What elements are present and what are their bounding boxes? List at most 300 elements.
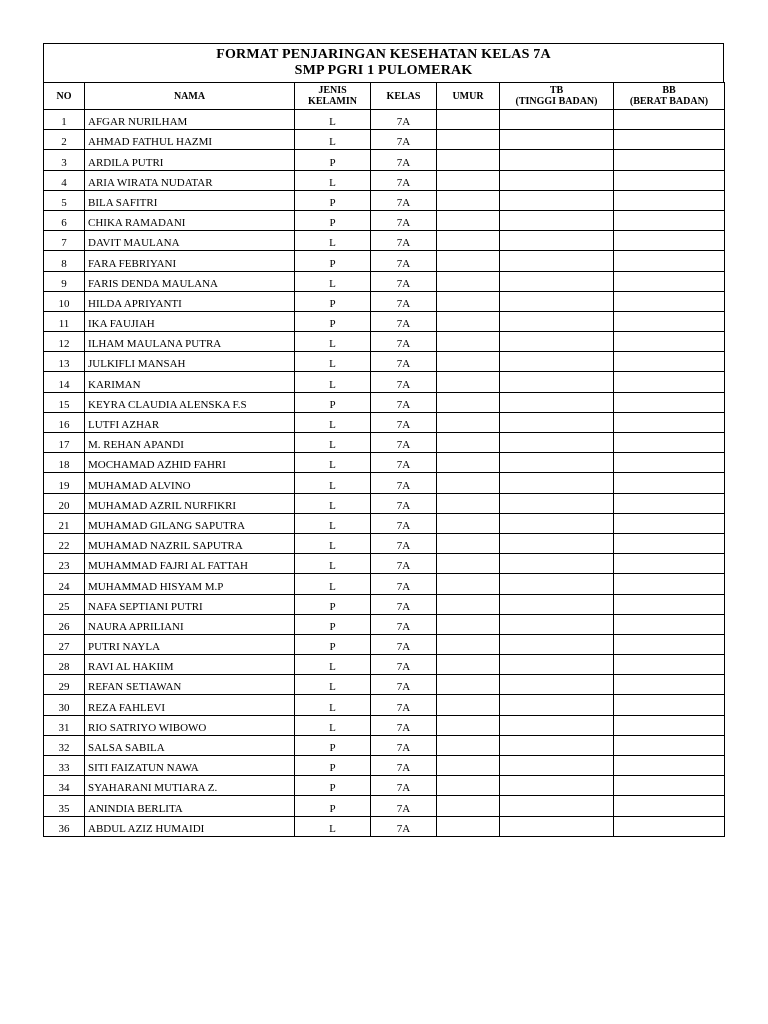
cell-kelas: 7A bbox=[371, 756, 437, 776]
table-row bbox=[44, 473, 725, 493]
table-row bbox=[44, 170, 725, 190]
cell-kelas: 7A bbox=[371, 453, 437, 473]
cell-kelas: 7A bbox=[371, 231, 437, 251]
cell-umur bbox=[437, 776, 500, 796]
cell-jenis-kelamin: P bbox=[295, 735, 371, 755]
cell-tb bbox=[500, 816, 614, 836]
cell-umur bbox=[437, 110, 500, 130]
cell-jenis-kelamin: L bbox=[295, 493, 371, 513]
cell-jenis-kelamin: L bbox=[295, 513, 371, 533]
cell-no: 19 bbox=[44, 473, 85, 493]
cell-nama: ABDUL AZIZ HUMAIDI bbox=[85, 816, 295, 836]
table-row bbox=[44, 231, 725, 251]
cell-umur bbox=[437, 271, 500, 291]
cell-kelas: 7A bbox=[371, 554, 437, 574]
cell-umur bbox=[437, 332, 500, 352]
cell-no: 24 bbox=[44, 574, 85, 594]
cell-nama: SITI FAIZATUN NAWA bbox=[85, 756, 295, 776]
cell-bb bbox=[614, 110, 725, 130]
cell-no: 28 bbox=[44, 655, 85, 675]
cell-tb bbox=[500, 110, 614, 130]
cell-kelas: 7A bbox=[371, 634, 437, 654]
cell-bb bbox=[614, 513, 725, 533]
table-row bbox=[44, 291, 725, 311]
cell-no: 10 bbox=[44, 291, 85, 311]
header-jk-line-1: JENIS bbox=[318, 85, 347, 96]
cell-nama: ANINDIA BERLITA bbox=[85, 796, 295, 816]
cell-tb bbox=[500, 655, 614, 675]
cell-jenis-kelamin: L bbox=[295, 271, 371, 291]
cell-tb bbox=[500, 332, 614, 352]
cell-jenis-kelamin: P bbox=[295, 311, 371, 331]
cell-jenis-kelamin: L bbox=[295, 130, 371, 150]
cell-bb bbox=[614, 533, 725, 553]
cell-kelas: 7A bbox=[371, 533, 437, 553]
cell-nama: LUTFI AZHAR bbox=[85, 412, 295, 432]
header-bb-line-2: (BERAT BADAN) bbox=[629, 96, 709, 107]
header-kelas: KELAS bbox=[371, 83, 437, 110]
cell-jenis-kelamin: L bbox=[295, 332, 371, 352]
table-row bbox=[44, 332, 725, 352]
header-tb bbox=[500, 83, 614, 110]
cell-kelas: 7A bbox=[371, 695, 437, 715]
cell-jenis-kelamin: L bbox=[295, 695, 371, 715]
cell-bb bbox=[614, 594, 725, 614]
cell-umur bbox=[437, 392, 500, 412]
cell-kelas: 7A bbox=[371, 412, 437, 432]
cell-bb bbox=[614, 412, 725, 432]
cell-bb bbox=[614, 170, 725, 190]
cell-nama: MUHAMMAD HISYAM M.P bbox=[85, 574, 295, 594]
cell-umur bbox=[437, 594, 500, 614]
cell-kelas: 7A bbox=[371, 150, 437, 170]
table-row bbox=[44, 756, 725, 776]
cell-jenis-kelamin: L bbox=[295, 412, 371, 432]
cell-no: 4 bbox=[44, 170, 85, 190]
cell-tb bbox=[500, 756, 614, 776]
cell-jenis-kelamin: P bbox=[295, 150, 371, 170]
cell-bb bbox=[614, 332, 725, 352]
cell-kelas: 7A bbox=[371, 210, 437, 230]
cell-tb bbox=[500, 513, 614, 533]
cell-no: 20 bbox=[44, 493, 85, 513]
cell-tb bbox=[500, 634, 614, 654]
cell-umur bbox=[437, 150, 500, 170]
cell-tb bbox=[500, 190, 614, 210]
table-header-row bbox=[44, 83, 725, 110]
cell-umur bbox=[437, 735, 500, 755]
cell-nama: NAURA APRILIANI bbox=[85, 614, 295, 634]
cell-nama: KARIMAN bbox=[85, 372, 295, 392]
cell-nama: MUHAMAD ALVINO bbox=[85, 473, 295, 493]
cell-tb bbox=[500, 776, 614, 796]
cell-no: 3 bbox=[44, 150, 85, 170]
cell-no: 16 bbox=[44, 412, 85, 432]
table-row bbox=[44, 150, 725, 170]
cell-tb bbox=[500, 291, 614, 311]
table-row bbox=[44, 130, 725, 150]
cell-bb bbox=[614, 271, 725, 291]
table-row bbox=[44, 433, 725, 453]
cell-umur bbox=[437, 675, 500, 695]
cell-no: 8 bbox=[44, 251, 85, 271]
table-row bbox=[44, 634, 725, 654]
cell-bb bbox=[614, 554, 725, 574]
cell-bb bbox=[614, 150, 725, 170]
cell-umur bbox=[437, 715, 500, 735]
cell-kelas: 7A bbox=[371, 110, 437, 130]
table-row bbox=[44, 735, 725, 755]
cell-nama: ARIA WIRATA NUDATAR bbox=[85, 170, 295, 190]
header-tb-line-1: TB bbox=[549, 85, 564, 96]
cell-nama: SYAHARANI MUTIARA Z. bbox=[85, 776, 295, 796]
cell-umur bbox=[437, 170, 500, 190]
cell-kelas: 7A bbox=[371, 614, 437, 634]
cell-kelas: 7A bbox=[371, 796, 437, 816]
cell-umur bbox=[437, 634, 500, 654]
cell-bb bbox=[614, 655, 725, 675]
table-row bbox=[44, 816, 725, 836]
student-table bbox=[43, 82, 725, 837]
cell-nama: BILA SAFITRI bbox=[85, 190, 295, 210]
cell-tb bbox=[500, 533, 614, 553]
table-row bbox=[44, 412, 725, 432]
cell-kelas: 7A bbox=[371, 271, 437, 291]
cell-bb bbox=[614, 372, 725, 392]
cell-tb bbox=[500, 614, 614, 634]
cell-umur bbox=[437, 513, 500, 533]
cell-nama: RIO SATRIYO WIBOWO bbox=[85, 715, 295, 735]
table-row bbox=[44, 251, 725, 271]
cell-bb bbox=[614, 311, 725, 331]
cell-nama: MUHAMMAD FAJRI AL FATTAH bbox=[85, 554, 295, 574]
table-row bbox=[44, 594, 725, 614]
table-row bbox=[44, 574, 725, 594]
cell-tb bbox=[500, 453, 614, 473]
cell-bb bbox=[614, 634, 725, 654]
cell-jenis-kelamin: P bbox=[295, 392, 371, 412]
cell-kelas: 7A bbox=[371, 715, 437, 735]
cell-jenis-kelamin: L bbox=[295, 170, 371, 190]
header-no: NO bbox=[44, 83, 85, 110]
cell-tb bbox=[500, 493, 614, 513]
table-row bbox=[44, 311, 725, 331]
cell-bb bbox=[614, 130, 725, 150]
cell-tb bbox=[500, 392, 614, 412]
cell-bb bbox=[614, 796, 725, 816]
cell-tb bbox=[500, 796, 614, 816]
cell-nama: ARDILA PUTRI bbox=[85, 150, 295, 170]
table-row bbox=[44, 715, 725, 735]
cell-no: 22 bbox=[44, 533, 85, 553]
form-title-line-2: SMP PGRI 1 PULOMERAK bbox=[294, 63, 473, 78]
cell-no: 13 bbox=[44, 352, 85, 372]
cell-umur bbox=[437, 231, 500, 251]
cell-umur bbox=[437, 453, 500, 473]
cell-nama: FARA FEBRIYANI bbox=[85, 251, 295, 271]
cell-tb bbox=[500, 271, 614, 291]
header-tb-line-2: (TINGGI BADAN) bbox=[515, 96, 598, 107]
cell-umur bbox=[437, 130, 500, 150]
cell-no: 29 bbox=[44, 675, 85, 695]
table-row bbox=[44, 675, 725, 695]
cell-kelas: 7A bbox=[371, 332, 437, 352]
cell-umur bbox=[437, 412, 500, 432]
cell-bb bbox=[614, 735, 725, 755]
cell-bb bbox=[614, 493, 725, 513]
cell-bb bbox=[614, 695, 725, 715]
cell-umur bbox=[437, 554, 500, 574]
table-row bbox=[44, 372, 725, 392]
cell-jenis-kelamin: L bbox=[295, 574, 371, 594]
cell-no: 9 bbox=[44, 271, 85, 291]
cell-umur bbox=[437, 311, 500, 331]
cell-kelas: 7A bbox=[371, 251, 437, 271]
cell-no: 34 bbox=[44, 776, 85, 796]
cell-nama: NAFA SEPTIANI PUTRI bbox=[85, 594, 295, 614]
cell-no: 23 bbox=[44, 554, 85, 574]
cell-no: 1 bbox=[44, 110, 85, 130]
cell-no: 26 bbox=[44, 614, 85, 634]
cell-nama: IKA FAUJIAH bbox=[85, 311, 295, 331]
cell-tb bbox=[500, 715, 614, 735]
cell-nama: AFGAR NURILHAM bbox=[85, 110, 295, 130]
cell-kelas: 7A bbox=[371, 473, 437, 493]
header-nama: NAMA bbox=[85, 83, 295, 110]
cell-nama: RAVI AL HAKIIM bbox=[85, 655, 295, 675]
cell-no: 21 bbox=[44, 513, 85, 533]
cell-nama: JULKIFLI MANSAH bbox=[85, 352, 295, 372]
cell-no: 6 bbox=[44, 210, 85, 230]
cell-bb bbox=[614, 715, 725, 735]
cell-tb bbox=[500, 735, 614, 755]
cell-no: 11 bbox=[44, 311, 85, 331]
cell-bb bbox=[614, 614, 725, 634]
cell-kelas: 7A bbox=[371, 130, 437, 150]
cell-umur bbox=[437, 756, 500, 776]
cell-jenis-kelamin: P bbox=[295, 291, 371, 311]
cell-jenis-kelamin: P bbox=[295, 634, 371, 654]
cell-jenis-kelamin: L bbox=[295, 453, 371, 473]
cell-tb bbox=[500, 372, 614, 392]
table-row bbox=[44, 614, 725, 634]
cell-umur bbox=[437, 352, 500, 372]
cell-jenis-kelamin: L bbox=[295, 554, 371, 574]
table-row bbox=[44, 352, 725, 372]
cell-jenis-kelamin: L bbox=[295, 352, 371, 372]
table-row bbox=[44, 796, 725, 816]
table-row bbox=[44, 655, 725, 675]
header-jk-line-2: KELAMIN bbox=[308, 96, 357, 107]
cell-jenis-kelamin: L bbox=[295, 372, 371, 392]
cell-umur bbox=[437, 695, 500, 715]
form-title-line-1: FORMAT PENJARINGAN KESEHATAN KELAS 7A bbox=[216, 47, 551, 62]
cell-tb bbox=[500, 433, 614, 453]
cell-nama: M. REHAN APANDI bbox=[85, 433, 295, 453]
cell-umur bbox=[437, 533, 500, 553]
cell-kelas: 7A bbox=[371, 513, 437, 533]
cell-umur bbox=[437, 574, 500, 594]
cell-tb bbox=[500, 210, 614, 230]
cell-bb bbox=[614, 210, 725, 230]
cell-bb bbox=[614, 190, 725, 210]
table-row bbox=[44, 695, 725, 715]
cell-nama: CHIKA RAMADANI bbox=[85, 210, 295, 230]
cell-tb bbox=[500, 311, 614, 331]
table-row bbox=[44, 533, 725, 553]
table-row bbox=[44, 271, 725, 291]
cell-nama: AHMAD FATHUL HAZMI bbox=[85, 130, 295, 150]
cell-nama: FARIS DENDA MAULANA bbox=[85, 271, 295, 291]
cell-umur bbox=[437, 655, 500, 675]
cell-jenis-kelamin: L bbox=[295, 473, 371, 493]
cell-bb bbox=[614, 352, 725, 372]
cell-no: 7 bbox=[44, 231, 85, 251]
cell-umur bbox=[437, 291, 500, 311]
cell-jenis-kelamin: L bbox=[295, 715, 371, 735]
table-row bbox=[44, 554, 725, 574]
cell-jenis-kelamin: L bbox=[295, 231, 371, 251]
cell-bb bbox=[614, 392, 725, 412]
cell-kelas: 7A bbox=[371, 735, 437, 755]
cell-no: 36 bbox=[44, 816, 85, 836]
cell-tb bbox=[500, 695, 614, 715]
cell-umur bbox=[437, 473, 500, 493]
cell-jenis-kelamin: P bbox=[295, 251, 371, 271]
cell-jenis-kelamin: P bbox=[295, 210, 371, 230]
cell-bb bbox=[614, 756, 725, 776]
cell-no: 5 bbox=[44, 190, 85, 210]
cell-bb bbox=[614, 574, 725, 594]
cell-umur bbox=[437, 614, 500, 634]
cell-no: 30 bbox=[44, 695, 85, 715]
cell-kelas: 7A bbox=[371, 372, 437, 392]
cell-bb bbox=[614, 433, 725, 453]
cell-nama: DAVIT MAULANA bbox=[85, 231, 295, 251]
table-row bbox=[44, 392, 725, 412]
cell-nama: MUHAMAD AZRIL NURFIKRI bbox=[85, 493, 295, 513]
form-title bbox=[43, 43, 724, 82]
cell-no: 32 bbox=[44, 735, 85, 755]
cell-umur bbox=[437, 816, 500, 836]
table-row bbox=[44, 453, 725, 473]
table-row bbox=[44, 776, 725, 796]
cell-nama: ILHAM MAULANA PUTRA bbox=[85, 332, 295, 352]
cell-nama: REFAN SETIAWAN bbox=[85, 675, 295, 695]
cell-no: 27 bbox=[44, 634, 85, 654]
cell-jenis-kelamin: L bbox=[295, 655, 371, 675]
header-bb-line-1: BB bbox=[662, 85, 676, 96]
cell-jenis-kelamin: P bbox=[295, 594, 371, 614]
cell-tb bbox=[500, 473, 614, 493]
cell-kelas: 7A bbox=[371, 574, 437, 594]
cell-tb bbox=[500, 130, 614, 150]
cell-bb bbox=[614, 251, 725, 271]
cell-kelas: 7A bbox=[371, 433, 437, 453]
cell-jenis-kelamin: P bbox=[295, 796, 371, 816]
cell-kelas: 7A bbox=[371, 392, 437, 412]
cell-no: 12 bbox=[44, 332, 85, 352]
cell-kelas: 7A bbox=[371, 291, 437, 311]
cell-bb bbox=[614, 816, 725, 836]
cell-no: 35 bbox=[44, 796, 85, 816]
cell-kelas: 7A bbox=[371, 352, 437, 372]
cell-nama: PUTRI NAYLA bbox=[85, 634, 295, 654]
cell-no: 25 bbox=[44, 594, 85, 614]
cell-kelas: 7A bbox=[371, 493, 437, 513]
cell-bb bbox=[614, 453, 725, 473]
cell-tb bbox=[500, 594, 614, 614]
cell-nama: KEYRA CLAUDIA ALENSKA F.S bbox=[85, 392, 295, 412]
cell-tb bbox=[500, 352, 614, 372]
cell-tb bbox=[500, 251, 614, 271]
cell-no: 2 bbox=[44, 130, 85, 150]
health-screening-form bbox=[43, 43, 724, 837]
cell-kelas: 7A bbox=[371, 190, 437, 210]
cell-umur bbox=[437, 796, 500, 816]
header-bb bbox=[614, 83, 725, 110]
cell-jenis-kelamin: L bbox=[295, 110, 371, 130]
cell-umur bbox=[437, 251, 500, 271]
cell-kelas: 7A bbox=[371, 170, 437, 190]
cell-umur bbox=[437, 493, 500, 513]
cell-no: 15 bbox=[44, 392, 85, 412]
cell-jenis-kelamin: P bbox=[295, 776, 371, 796]
cell-tb bbox=[500, 554, 614, 574]
cell-nama: MUHAMAD NAZRIL SAPUTRA bbox=[85, 533, 295, 553]
cell-tb bbox=[500, 170, 614, 190]
cell-nama: HILDA APRIYANTI bbox=[85, 291, 295, 311]
header-umur: UMUR bbox=[437, 83, 500, 110]
cell-no: 17 bbox=[44, 433, 85, 453]
table-row bbox=[44, 513, 725, 533]
cell-no: 18 bbox=[44, 453, 85, 473]
cell-tb bbox=[500, 675, 614, 695]
cell-nama: MUHAMAD GILANG SAPUTRA bbox=[85, 513, 295, 533]
cell-nama: SALSA SABILA bbox=[85, 735, 295, 755]
cell-bb bbox=[614, 473, 725, 493]
table-row bbox=[44, 493, 725, 513]
cell-nama: REZA FAHLEVI bbox=[85, 695, 295, 715]
cell-kelas: 7A bbox=[371, 675, 437, 695]
cell-jenis-kelamin: L bbox=[295, 816, 371, 836]
cell-kelas: 7A bbox=[371, 655, 437, 675]
cell-bb bbox=[614, 675, 725, 695]
cell-kelas: 7A bbox=[371, 311, 437, 331]
table-body bbox=[44, 110, 725, 837]
table-row bbox=[44, 190, 725, 210]
cell-umur bbox=[437, 433, 500, 453]
cell-umur bbox=[437, 210, 500, 230]
cell-umur bbox=[437, 372, 500, 392]
table-row bbox=[44, 110, 725, 130]
cell-bb bbox=[614, 231, 725, 251]
cell-jenis-kelamin: P bbox=[295, 756, 371, 776]
cell-jenis-kelamin: P bbox=[295, 190, 371, 210]
cell-tb bbox=[500, 574, 614, 594]
cell-jenis-kelamin: P bbox=[295, 614, 371, 634]
cell-bb bbox=[614, 776, 725, 796]
cell-no: 31 bbox=[44, 715, 85, 735]
cell-tb bbox=[500, 231, 614, 251]
cell-no: 33 bbox=[44, 756, 85, 776]
cell-umur bbox=[437, 190, 500, 210]
cell-no: 14 bbox=[44, 372, 85, 392]
header-jenis-kelamin bbox=[295, 83, 371, 110]
cell-tb bbox=[500, 412, 614, 432]
cell-bb bbox=[614, 291, 725, 311]
table-row bbox=[44, 210, 725, 230]
